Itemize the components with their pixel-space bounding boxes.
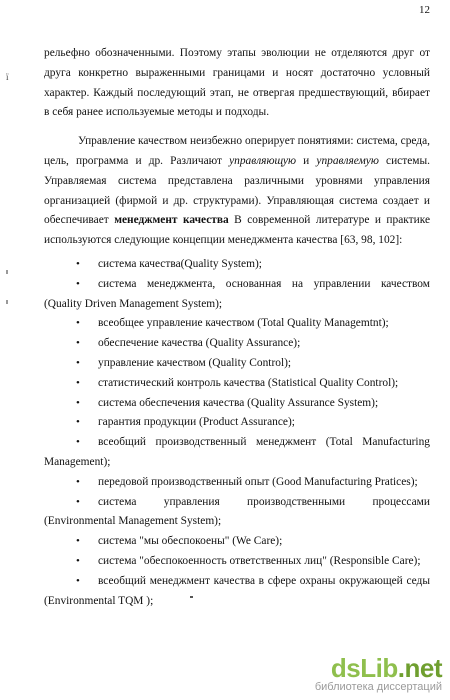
bullet-icon: •: [76, 475, 80, 488]
term-controlling: управляющую: [229, 154, 297, 167]
bullet-icon: •: [76, 317, 80, 330]
watermark-logo-main: dsLib: [330, 653, 398, 683]
paragraph-2-part4: В современной литературе и практике используются следующие концепции менеджмента качества [63, 98, 102]:: [44, 214, 431, 247]
margin-tick: [6, 300, 8, 304]
bullet-icon: •: [76, 436, 80, 449]
list-item: [44, 552, 430, 572]
list-item-text: всеобщий менеджмент качества в сфере охраны окружающей седы (Environmental TQM );: [44, 574, 430, 607]
page-number: 12: [419, 4, 430, 16]
bullet-icon: •: [76, 257, 80, 270]
list-item: [44, 334, 430, 354]
list-item: [44, 314, 430, 334]
bullet-icon: •: [76, 574, 80, 587]
list-item: [44, 572, 430, 612]
paragraph-2-part3: системы. Управляемая система представлена различными уровнями управления организацией (фирмой и др. структурами). Управляющая система создает и обеспечивает: [44, 154, 430, 227]
list-item-text: всеобщее управление качеством (Total Quality Managemtnt);: [98, 317, 389, 330]
list-item-text: статистический контроль качества (Statistical Quality Control);: [98, 376, 399, 389]
list-item-text: система управления производственными процессами (Environmental Management System);: [44, 495, 430, 528]
bullet-icon: •: [76, 554, 80, 567]
list-item-text: передовой производственный опыт (Good Manufacturing Pratices);: [98, 475, 418, 488]
bullet-icon: •: [76, 416, 80, 429]
bullet-icon: •: [76, 535, 80, 548]
list-item: [44, 413, 430, 433]
list-item-text: система качества(Quality System);: [98, 257, 262, 270]
list-item: [44, 354, 430, 374]
scan-artifact: [190, 596, 193, 598]
margin-tick: [6, 270, 8, 274]
list-item: [44, 394, 430, 414]
concepts-list: [44, 255, 430, 611]
list-item: [44, 532, 430, 552]
list-item: [44, 374, 430, 394]
list-item-text: гарантия продукции (Product Assurance);: [98, 416, 295, 429]
watermark-logo: [315, 655, 442, 681]
bullet-icon: •: [76, 376, 80, 389]
paragraph-2-part2: и: [296, 154, 317, 167]
watermark-logo-tld: .net: [397, 653, 442, 683]
bullet-icon: •: [76, 337, 80, 350]
paragraph-2: [44, 132, 430, 251]
watermark: [315, 655, 442, 694]
document-body: [44, 44, 430, 611]
margin-mark: ї: [6, 72, 9, 82]
list-item-text: система "мы обеспокоены" (We Care);: [98, 535, 283, 548]
list-item-text: всеобщий производственный менеджмент (Total Manufacturing Management);: [44, 436, 430, 468]
bullet-icon: •: [76, 495, 80, 508]
bullet-icon: •: [76, 396, 80, 409]
watermark-subtitle: библиотека диссертаций: [314, 681, 442, 693]
paragraph-2-part1: Управление качеством неизбежно оперирует понятиями: система, среда, цель, программа и др. Различают: [44, 135, 430, 167]
list-item-text: система обеспечения качества (Quality Assurance System);: [98, 396, 379, 409]
list-item: [44, 275, 430, 315]
bullet-icon: •: [76, 356, 80, 369]
list-item-text: управление качеством (Quality Control);: [98, 356, 292, 369]
term-quality-management: менеджмент качества: [114, 214, 229, 227]
bullet-icon: •: [76, 277, 80, 290]
list-item: [44, 433, 430, 473]
paragraph-1: рельефно обозначенными. Поэтому этапы эволюции не отделяются друг от друга конкретно выраженными границами и носят достаточно условный характер. Каждый последующий этап, не отвергая предшествующий, вбирает в себя ранее используемые методы и подходы.: [44, 47, 430, 119]
list-item-text: система "обеспокоенность ответственных лиц" (Responsible Care);: [98, 554, 421, 567]
list-item: [44, 255, 430, 275]
list-item: [44, 473, 430, 493]
list-item-text: система менеджмента, основанная на управлении качеством (Quality Driven Management System);: [44, 277, 430, 310]
list-item: [44, 493, 430, 533]
term-controlled: управляемую: [316, 154, 379, 167]
list-item-text: обеспечение качества (Quality Assurance);: [98, 337, 301, 350]
